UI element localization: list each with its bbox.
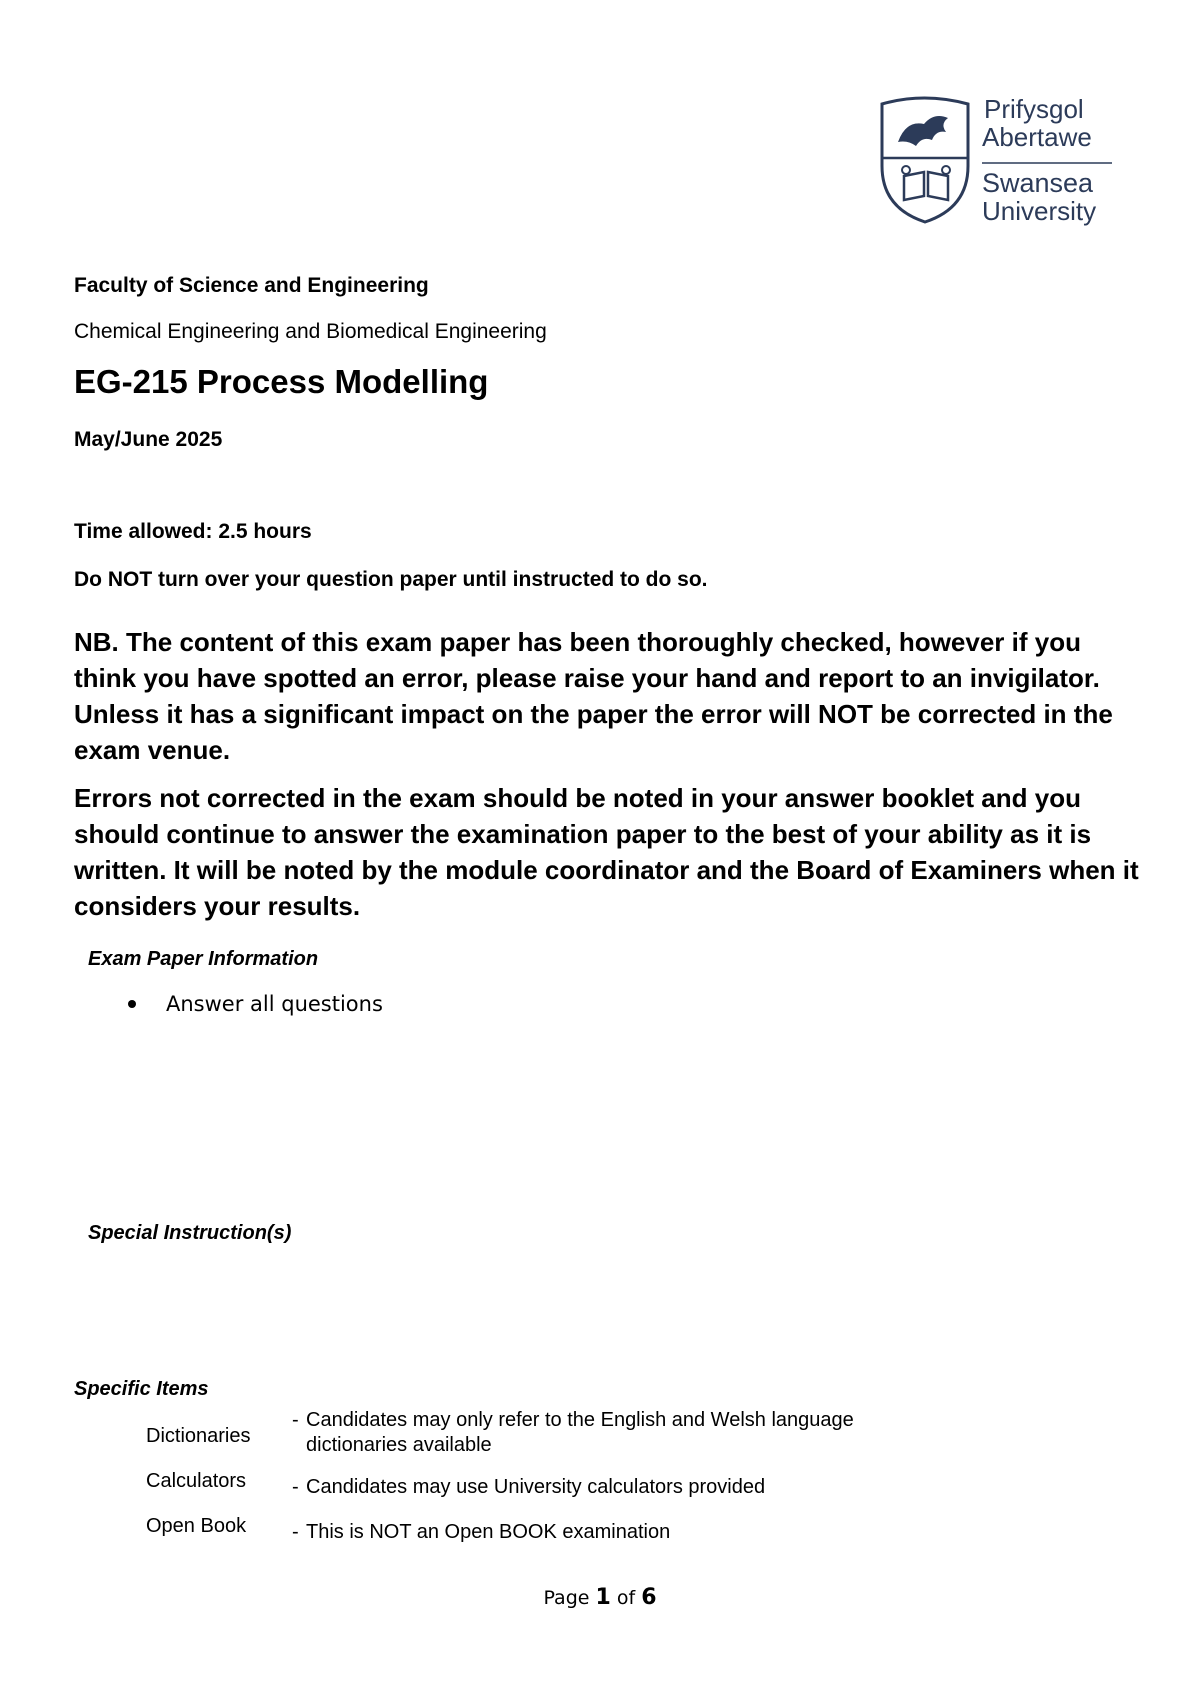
exam-session: May/June 2025 [74,428,223,451]
special-instructions-heading: Special Instruction(s) [88,1222,292,1244]
do-not-turn-notice: Do NOT turn over your question paper until instructed to do so. [74,568,708,591]
time-allowed: Time allowed: 2.5 hours [74,520,312,543]
item-label-open-book: Open Book [146,1515,247,1537]
item-label-calculators: Calculators [146,1470,247,1492]
nb-notice: NB. The content of this exam paper has been thoroughly checked, however if you think you have spotted an error, please raise your hand and report to an invigilator. Unless it has a significant impact on the paper the error will NOT be corrected in the exam venue. [74,627,1113,765]
exam-info-heading: Exam Paper Information [88,948,319,970]
item-desc-line: Candidates may use University calculators provided [306,1476,766,1498]
logo-line1: Prifysgol [984,96,1084,124]
department-name: Chemical Engineering and Biomedical Engineering [74,320,547,343]
item-desc-dictionaries: - Candidates may only refer to the English and Welsh language dictionaries available [292,1408,992,1458]
bullet-icon [128,1000,136,1008]
item-desc-calculators: - Candidates may use University calculators provided [292,1476,766,1498]
list-item [124,992,383,1016]
item-label-dictionaries: Dictionaries [146,1425,251,1447]
page-total: 6 [641,1585,657,1610]
faculty-name: Faculty of Science and Engineering [74,274,429,297]
page-number [0,1585,1200,1610]
item-desc-line: This is NOT an Open BOOK examination [306,1521,671,1543]
page-sep: of [616,1587,636,1609]
errors-notice: Errors not corrected in the exam should be noted in your answer booklet and you should continue to answer the examination paper to the best of your ability as it is written. It will be noted by the module coordinator and the Board of Examiners when it considers your results. [74,783,1139,921]
item-desc-line: dictionaries available [306,1434,492,1456]
page-current: 1 [595,1585,611,1610]
logo-line2: Abertawe [982,122,1092,152]
page-prefix: Page [543,1587,590,1609]
logo-line4: University [982,196,1097,226]
module-title: EG-215 Process Modelling [74,363,489,400]
specific-items-heading: Specific Items [74,1378,209,1400]
logo-line3: Swansea [982,168,1094,198]
item-desc-open-book: - This is NOT an Open BOOK examination [292,1521,671,1543]
swansea-crest-icon [876,96,1116,230]
bullet-text: Answer all questions [166,992,383,1016]
item-desc-line: Candidates may only refer to the English and Welsh language [306,1409,854,1431]
university-logo [876,96,1116,230]
